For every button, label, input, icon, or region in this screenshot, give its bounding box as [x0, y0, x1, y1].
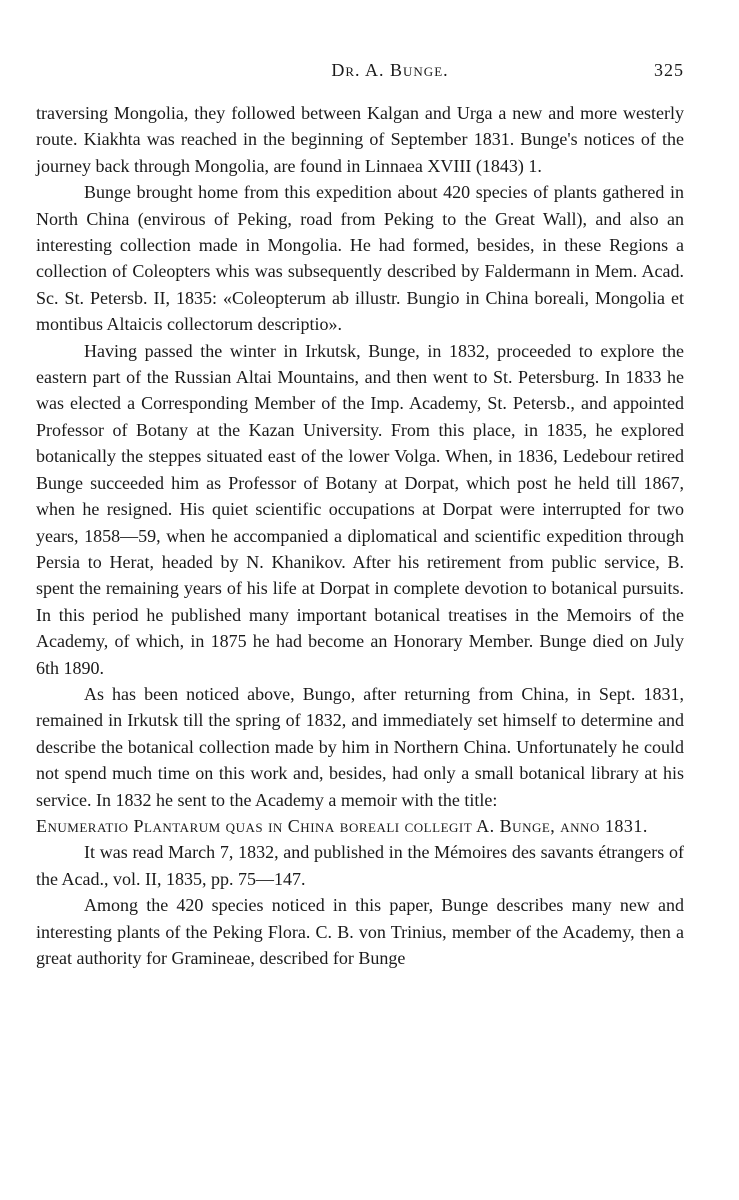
memoir-title: Enumeratio Plantarum quas in China boreali collegit A. Bunge, anno 1831.: [36, 815, 648, 836]
paragraph-career: Having passed the winter in Irkutsk, Bunge, in 1832, proceeded to explore the eastern part of the Russian Altai Mountains, and then went to St. Petersburg. In 1833 he was elected a Corresponding Member of the Imp. Academy, St. Petersb., and appointed Professor of Botany at the Kazan University. From this place, in 1835, he explored botanically the steppes situated east of the lower Volga. When, in 1836, Ledebour retired Bunge succeeded him as Professor of Botany at Dorpat, which post he held till 1867, when he resigned. His quiet scientific occupations at Dorpat were interrupted for two years, 1858—59, when he accompanied a diplomatical and scientific expedition through Persia to Herat, headed by N. Khanikov. After his retirement from public service, B. spent the remaining years of his life at Dorpat in complete devotion to botanical pursuits. In this period he published many important botanical treatises in the Memoirs of the Academy, of which, in 1875 he had become an Honorary Member. Bunge died on July 6th 1890.: [36, 340, 684, 678]
body-text: [36, 100, 684, 971]
running-header: [36, 54, 684, 88]
paragraph-collections: Bunge brought home from this expedition about 420 species of plants gathered in North China (envirous of Peking, road from Peking to the Great Wall), and also an interesting collection made in Mongolia. He had formed, besides, in these Regions a collection of Coleopters whis was subsequently described by Faldermann in Mem. Acad. Sc. St. Petersb. II, 1835: «Coleopterum ab illustr. Bungio in China boreali, Mongolia et montibus Altaicis collectorum descriptio».: [36, 182, 684, 335]
book-page: [36, 54, 684, 971]
running-title: Dr. A. Bunge.: [331, 60, 449, 80]
paragraph-publication: It was read March 7, 1832, and published in the Mémoires des savants étrangers of the Acad., vol. II, 1835, pp. 75—147.: [36, 842, 684, 889]
paragraph-return-from-china: As has been noticed above, Bungo, after returning from China, in Sept. 1831, remained in Irkutsk till the spring of 1832, and immediately set himself to determine and describe the botanical collection made by him in Northern China. Unfortunately he could not spend much time on this work and, besides, had only a small botanical library at his service. In 1832 he sent to the Academy a memoir with the title:: [36, 683, 684, 810]
page-number: 325: [654, 60, 684, 80]
paragraph-continuation: traversing Mongolia, they followed between Kalgan and Urga a new and more westerly route. Kiakhta was reached in the beginning of September 1831. Bunge's notices of the journey back through Mongolia, are found in Linnaea XVIII (1843) 1.: [36, 103, 684, 176]
paragraph-species: Among the 420 species noticed in this paper, Bunge describes many new and interesting plants of the Peking Flora. C. B. von Trinius, member of the Academy, then a great authority for Gramineae, described for Bunge: [36, 895, 684, 968]
